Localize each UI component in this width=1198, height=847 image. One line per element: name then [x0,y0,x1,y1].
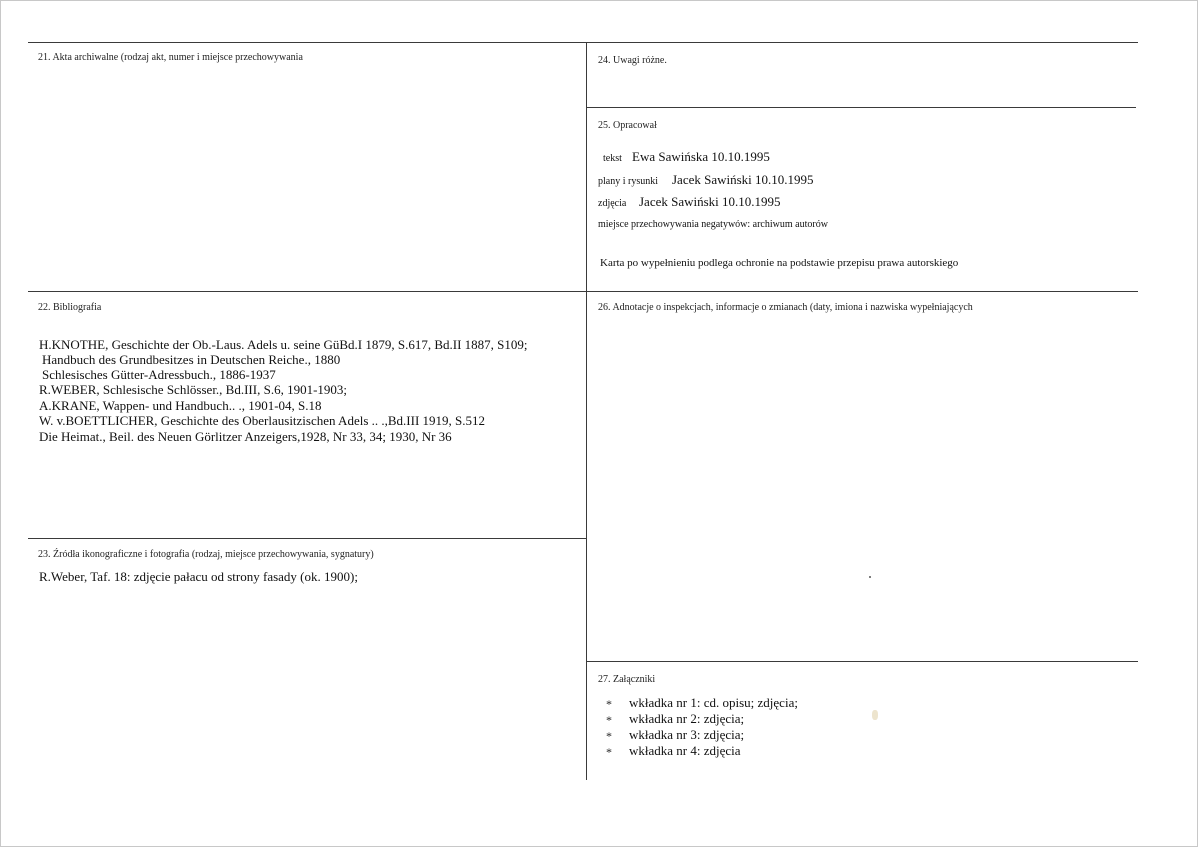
stray-mark [869,576,871,578]
plany-label: plany i rysunki [598,176,658,187]
bibliography-entry: R.WEBER, Schlesische Schlösser., Bd.III, S.6, 1901-1903; [39,382,348,397]
iconography-entry: R.Weber, Taf. 18: zdjęcie pałacu od strony fasady (ok. 1900); [39,569,358,584]
tekst-label: tekst [603,153,622,164]
divider-22-23 [28,538,586,539]
bibliography-entry: W. v.BOETTLICHER, Geschichte des Oberlausitzischen Adels .. .,Bd.III 1919, S.512 [39,413,486,428]
bullet-marker: * [606,713,612,727]
divider-26-27 [586,661,1138,662]
attachment-item: wkładka nr 4: zdjęcia [629,743,741,758]
center-divider [586,42,587,780]
bibliography-entry: Schlesisches Gütter-Adressbuch., 1886-1937 [42,367,276,382]
section-27-label: 27. Załączniki [598,674,656,685]
section-25-label: 25. Opracował [598,120,657,131]
section-22-label: 22. Bibliografia [38,302,102,313]
bullet-marker: * [606,745,612,759]
section-26-label: 26. Adnotacje o inspekcjach, informacje o zmianach (daty, imiona i nazwiska wypełniających [598,302,973,313]
divider-24-25 [586,107,1136,108]
attachment-item: wkładka nr 2: zdjęcia; [629,711,745,726]
bibliography-entry: Handbuch des Grundbesitzes in Deutschen Reiche., 1880 [42,352,341,367]
bibliography-entry: A.KRANE, Wappen- und Handbuch.. ., 1901-04, S.18 [39,398,322,413]
section-21-label: 21. Akta archiwalne (rodzaj akt, numer i miejsce przechowywania [38,52,303,63]
plany-value: Jacek Sawiński 10.10.1995 [672,172,814,187]
zdjecia-label: zdjęcia [598,198,627,209]
divider-21-22 [28,291,1138,292]
attachment-item: wkładka nr 1: cd. opisu; zdjęcia; [629,695,798,710]
bullet-marker: * [606,729,612,743]
tekst-value: Ewa Sawińska 10.10.1995 [632,149,770,164]
section-24-label: 24. Uwagi różne. [598,55,667,66]
bibliography-entry: H.KNOTHE, Geschichte der Ob.-Laus. Adels u. seine GüBd.I 1879, S.617, Bd.II 1887, S109; [39,337,528,352]
bullet-marker: * [606,697,612,711]
top-rule [28,42,1138,43]
negatives-storage: miejsce przechowywania negatywów: archiwum autorów [598,219,828,230]
attachment-item: wkładka nr 3: zdjęcia; [629,727,745,742]
copyright-note: Karta po wypełnieniu podlega ochronie na podstawie przepisu prawa autorskiego [600,257,959,269]
bibliography-entry: Die Heimat., Beil. des Neuen Görlitzer Anzeigers,1928, Nr 33, 34; 1930, Nr 36 [39,429,452,444]
section-23-label: 23. Źródła ikonograficzne i fotografia (rodzaj, miejsce przechowywania, sygnatury) [38,549,374,560]
paper-stain [872,710,878,720]
zdjecia-value: Jacek Sawiński 10.10.1995 [639,194,781,209]
